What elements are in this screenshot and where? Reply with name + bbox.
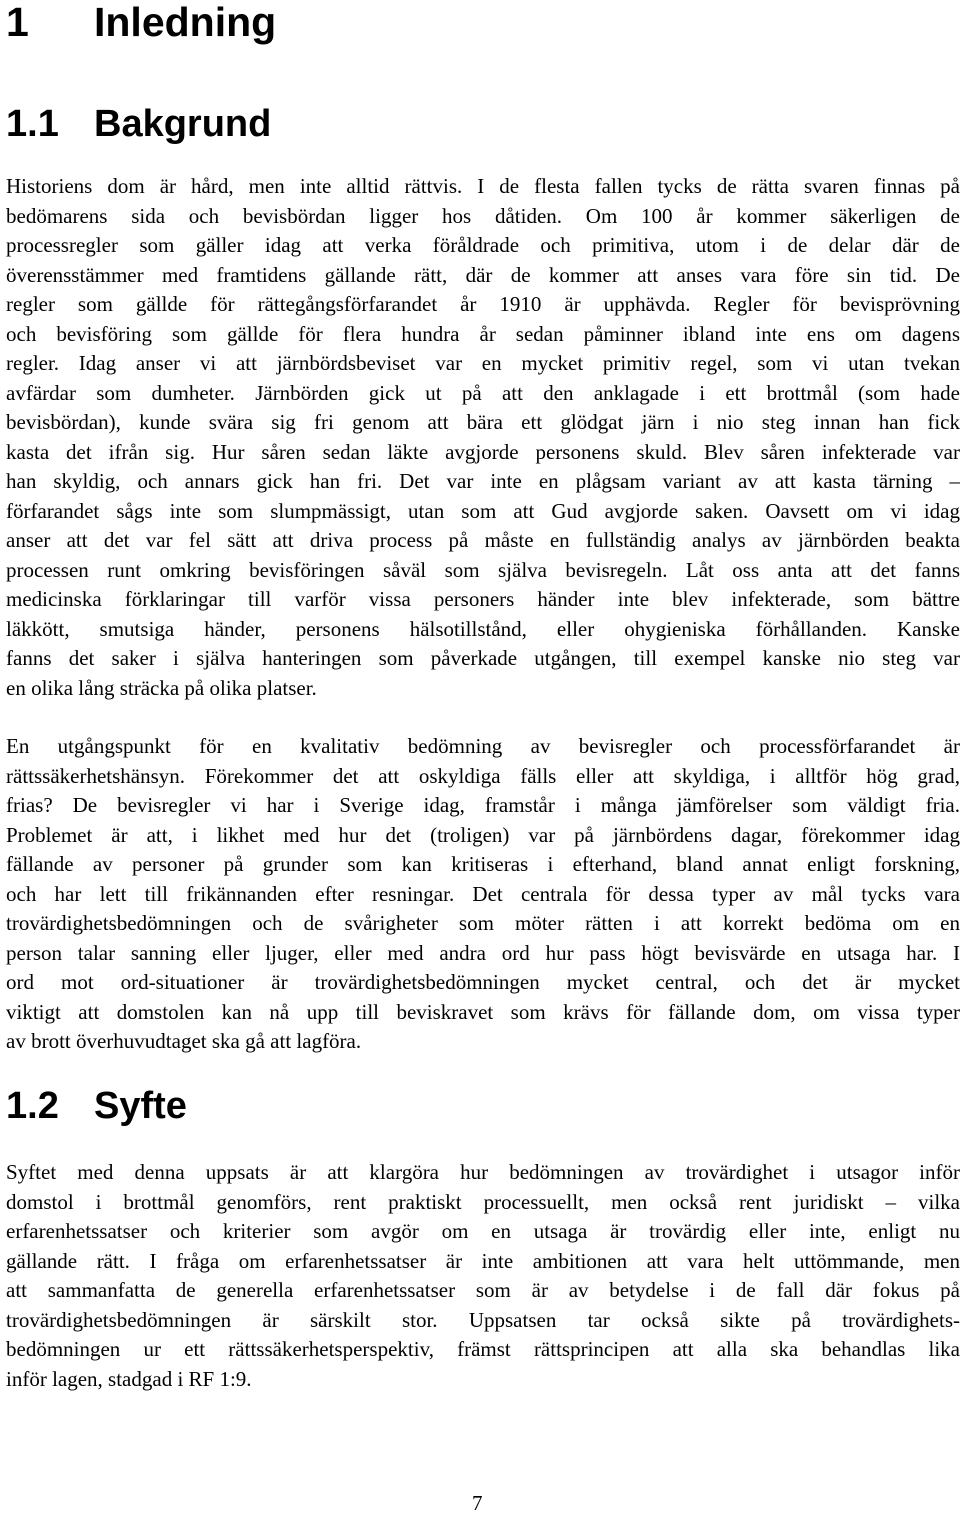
- chapter-heading: [6, 0, 277, 45]
- section-number: 1.1: [6, 103, 59, 145]
- section-title: Syfte: [94, 1085, 187, 1127]
- chapter-number: 1: [6, 0, 29, 45]
- text-line: fanns det saker i själva hanteringen som påverkade utgången, till exempel kanske nio steg var: [6, 646, 960, 670]
- text-line: han skyldig, och annars gick han fri. Det var inte en plågsam variant av att kasta tärning –: [6, 469, 960, 493]
- text-line: erfarenhetssatser och kriterier som avgör om en utsaga är trovärdig eller inte, enligt nu: [6, 1219, 960, 1243]
- text-line: anser att det var fel sätt att driva process på måste en fullständig analys av järnbörden beakta: [6, 528, 960, 552]
- text-line: ord mot ord-situationer är trovärdighetsbedömningen mycket central, och det är mycket: [6, 970, 960, 994]
- text-line: och har lett till frikännanden efter resningar. Det centrala för dessa typer av mål tycks vara: [6, 881, 960, 906]
- text-line: kasta det ifrån sig. Hur såren sedan läkte avgjorde personens skuld. Blev såren infekterade var: [6, 439, 960, 464]
- section-number: 1.2: [6, 1085, 59, 1127]
- text-line: regler som gällde för rättegångsförfarandet år 1910 är upphävda. Regler för bevisprövning: [6, 292, 960, 316]
- text-line: viktigt att domstolen kan nå upp till beviskravet som krävs för fällande dom, om vissa typer: [6, 999, 960, 1024]
- text-line: att sammanfatta de generella erfarenhetssatser som är av betydelse i de fall där fokus på: [6, 1278, 960, 1302]
- text-line: bevisbördan), kunde svära sig fri genom att bära ett glödgat järn i nio steg innan han fick: [6, 410, 960, 434]
- text-line: Historiens dom är hård, men inte alltid rättvis. I de flesta fallen tycks de rätta svaren finnas på: [6, 174, 960, 198]
- section-heading-syfte: [6, 1085, 187, 1127]
- text-line: domstol i brottmål genomförs, rent praktiskt processuellt, men också rent juridiskt – vilka: [6, 1189, 960, 1214]
- text-line: avfärdar som dumheter. Järnbörden gick ut på att den anklagade i ett brottmål (som hade: [6, 380, 960, 405]
- text-line: bedömningen ur ett rättssäkerhetsperspektiv, främst rättsprincipen att alla ska behandlas lika: [6, 1337, 960, 1361]
- page-number: 7: [472, 1491, 483, 1515]
- text-line: Problemet är att, i likhet med hur det (troligen) var på järnbördens dagar, förekommer idag: [6, 822, 960, 847]
- text-line: och bevisföring som gällde för flera hundra år sedan påminner ibland inte ens om dagens: [6, 321, 960, 346]
- section-heading-bakgrund: [6, 103, 272, 145]
- text-line: En utgångspunkt för en kvalitativ bedömning av bevisregler och processförfarandet är: [6, 734, 960, 758]
- text-line: bedömarens sida och bevisbördan ligger hos dåtiden. Om 100 år kommer säkerligen de: [6, 203, 960, 228]
- text-line: överensstämmer med framtidens gällande rätt, där de kommer att anses vara före sin tid. De: [6, 262, 960, 287]
- text-line: medicinska förklaringar till varför vissa personers händer inte blev infekterade, som bättre: [6, 587, 960, 611]
- text-line: processregler som gäller idag att verka föråldrade och primitiva, utom i de delar där de: [6, 233, 960, 257]
- text-line: gällande rätt. I fråga om erfarenhetssatser är inte ambitionen att vara helt uttömmande, men: [6, 1248, 960, 1273]
- text-line: Syftet med denna uppsats är att klargöra hur bedömningen av trovärdighet i utsagor inför: [6, 1160, 960, 1184]
- text-line: frias? De bevisregler vi har i Sverige idag, framstår i många jämförelser som väldigt fria.: [6, 793, 960, 817]
- paragraph-syfte-1: [6, 1158, 960, 1394]
- section-title: Bakgrund: [94, 103, 272, 145]
- text-line: trovärdighetsbedömningen och de svårigheter som möter rätten i att korrekt bedöma om en: [6, 911, 960, 935]
- text-line: trovärdighetsbedömningen är särskilt stor. Uppsatsen tar också sikte på trovärdighets-: [6, 1307, 960, 1332]
- paragraph-bakgrund-1: [6, 172, 960, 703]
- text-line: en olika lång sträcka på olika platser.: [6, 675, 317, 700]
- text-line: person talar sanning eller ljuger, eller med andra ord hur pass högt bevisvärde en utsaga har. I: [6, 940, 960, 965]
- chapter-title: Inledning: [94, 0, 277, 45]
- text-line: rättssäkerhetshänsyn. Förekommer det att oskyldiga fälls eller att skyldiga, i alltför hög grad,: [6, 763, 960, 788]
- text-line: regler. Idag anser vi att järnbördsbeviset var en mycket primitiv regel, som vi utan tvekan: [6, 351, 960, 375]
- paragraph-bakgrund-2: [6, 732, 960, 1057]
- text-line: läkkött, smutsiga händer, personens hälsotillstånd, eller ohygieniska förhållanden. Kanske: [6, 616, 960, 641]
- text-line: inför lagen, stadgad i RF 1:9.: [6, 1366, 252, 1391]
- text-line: av brott överhuvudtaget ska gå att lagföra.: [6, 1029, 362, 1053]
- text-line: fällande av personer på grunder som kan kritiseras i efterhand, bland annat enligt forskning,: [6, 852, 960, 876]
- text-line: förfarandet sågs inte som slumpmässigt, utan som att Gud avgjorde saken. Oavsett om vi idag: [6, 498, 960, 523]
- text-line: processen runt omkring bevisföringen såväl som själva bevisregeln. Låt oss anta att det fanns: [6, 557, 960, 582]
